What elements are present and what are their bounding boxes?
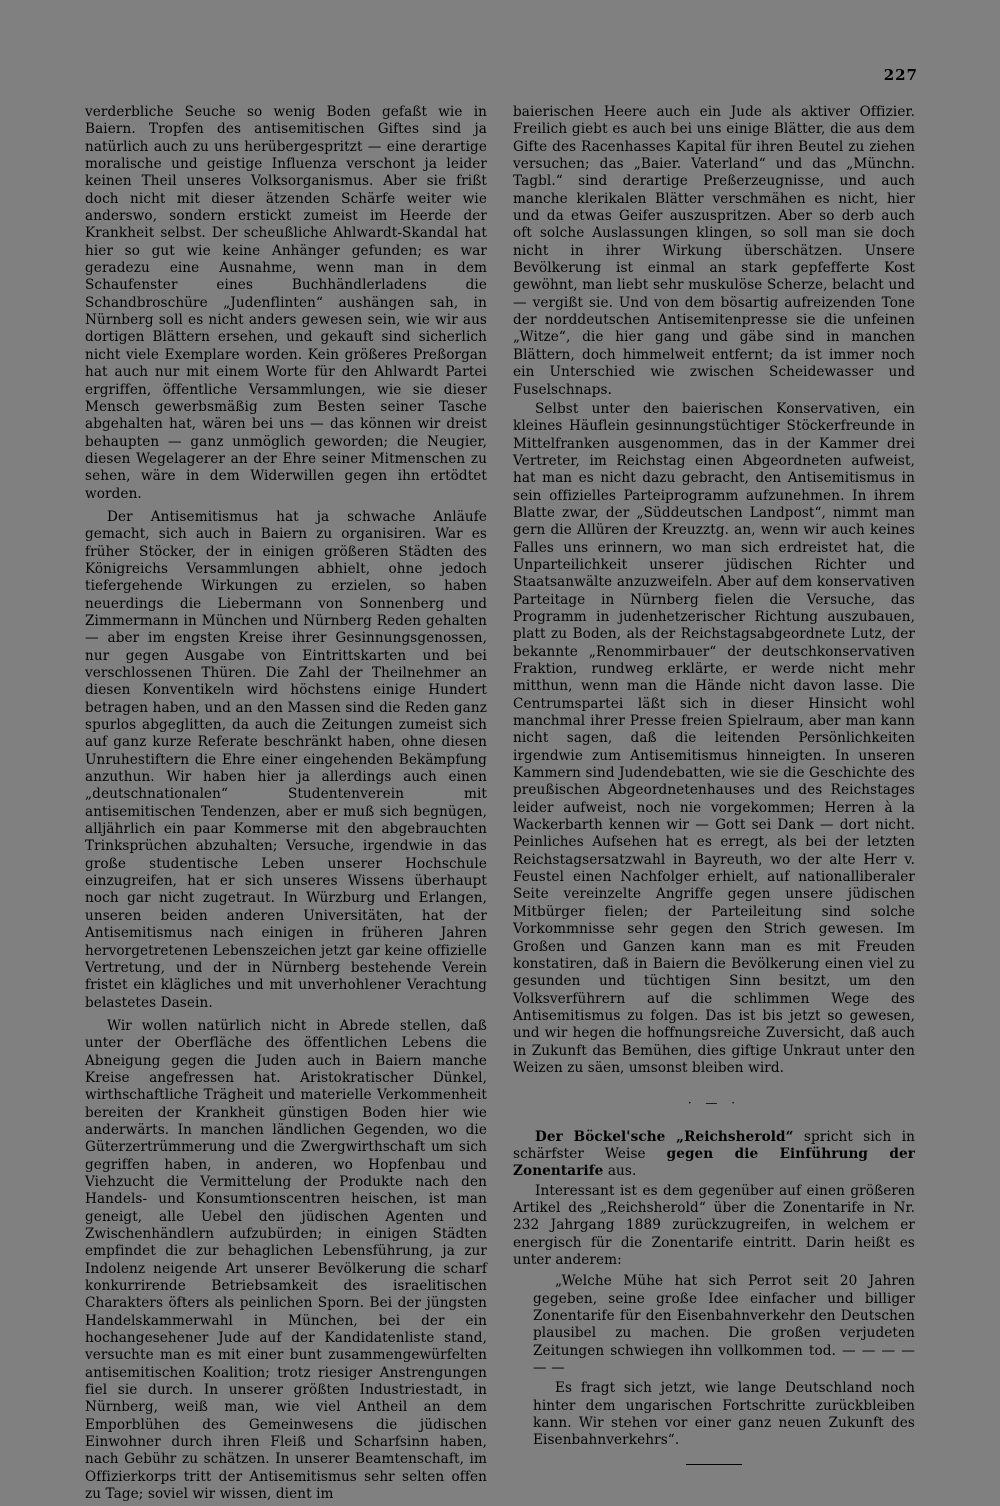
paragraph: verderbliche Seuche so wenig Boden gefaßt wie in Baiern. Tropfen des antisemitischen Giftes sind ja natürlich auch zu uns herübergespritzt — eine derartige moralische und geistige Influenza verschont ja leider keinen Theil unseres Volksorganismus. Aber sie frißt doch nicht mit dieser ätzenden Schärfe weiter wie anderswo, sondern erstickt zumeist im Heerde der Krankheit selbst. Der scheußliche Ahlwardt-Skandal hat hier so gut wie keine Anhänger gefunden; es war geradezu eine Ausnahme, wenn man in dem Schaufenster eines Buchhändlerladens die Schandbroschüre „Judenflinten“ aushängen sah, in Nürnberg soll es nicht anders gewesen sein, wie wir aus dortigen Blättern ersehen, und gekauft sind sicherlich nicht viele Exemplare worden. Kein größeres Preßorgan hat auch nur mit einem Worte für den Ahlwardt Partei ergriffen, öffentliche Versammlungen, wie sie dieser Mensch gewerbsmäßig zum Besten seiner Tasche abgehalten hat, wären bei uns — das können wir dreist behaupten — ganz unmöglich geworden; die Neugier, diesen Wegelagerer an der Ehre seiner Mitmenschen zu sehen, wäre in dem Widerwillen gegen ihn ertödtet worden. xyxy=(85,104,487,502)
quote-paragraph: „Welche Mühe hat sich Perrot seit 20 Jahren gegeben, seine große Idee einfacher und billiger Zonentarife für den Eisenbahnverkehr den Deutschen plausibel zu machen. Die großen verjudeten Zeitungen schwiegen ihn vollkommen tod. — — — — — — xyxy=(533,1273,915,1377)
right-column xyxy=(513,104,915,1465)
section-intro: Interessant ist es dem gegenüber auf einen größeren Artikel des „Reichsherold“ über die Zonentarife in Nr. 232 Jahrgang 1889 zurückzugreifen, in welchem er energisch für die Zonentarife eintritt. Darin heißt es unter anderem: xyxy=(513,1182,915,1268)
heading-text-2: aus. xyxy=(603,1163,637,1180)
heading-bold-2: gegen die Einführung der Zonentarife xyxy=(513,1145,915,1180)
left-column xyxy=(85,104,487,1506)
paragraph: Wir wollen natürlich nicht in Abrede stellen, daß unter der Oberfläche des öffentlichen Lebens die Abneigung gegen die Juden auch in Baiern manche Kreise angefressen hat. Aristokratischer Dünkel, wirthschaftliche Trägheit und materielle Verkommenheit bereiten der Krankheit günstigen Boden hier wie anderwärts. In manchen ländlichen Gegenden, wo die Güterzertrümmerung und die Zwergwirthschaft um sich gegriffen haben, in anderen, wo Hopfenbau und Viehzucht die Vermittelung der Produkte nach den Handels- und Konsumtionscentren heischen, ist man geneigt, alle Uebel den jüdischen Agenten und Zwischenhändlern aufzubürden; in einigen Städten empfindet die zur behaglichen Lebensführung, ja zur Indolenz neigende Art unserer Bevölkerung die scharf konkurrirende Betriebsamkeit des israelitischen Charakters öfters als peinlichen Sporn. Bei der jüngsten Handelskammerwahl in München, bei der ein hochangesehener Jude auf der Kandidatenliste stand, versuchte man es mit einer bunt zusammengewürfelten antisemitischen Koalition; trotz riesiger Anstrengungen fiel sie durch. In unserer größten Industriestadt, in Nürnberg, weiß man, wie viel Antheil an dem Emporblühen des Gemeinwesens die jüdischen Einwohner durch ihren Fleiß und Scharfsinn haben, nach Gebühr zu schätzen. In unserer Beamtenschaft, im Offizierkorps tritt der Antisemitismus sehr selten offen zu Tage; soviel wir wissen, dient im xyxy=(85,1017,487,1503)
paragraph: Der Antisemitismus hat ja schwache Anläufe gemacht, sich auch in Baiern zu organisiren. War es früher Stöcker, der in einigen größeren Städten des Königreichs Versammlungen abhielt, ohne jedoch tiefergehende Wirkungen zu erzielen, so haben neuerdings die Liebermann von Sonnenberg und Zimmermann in München und Nürnberg Reden gehalten — aber im engsten Kreise ihrer Gesinnungsgenossen, nur gegen Ausgabe von Eintrittskarten und bei verschlossenen Thüren. Die Zahl der Theilnehmer an diesen Konventikeln wird höchstens einige Hundert betragen haben, und an den Massen sind die Reden ganz spurlos abgeglitten, da auch die Zeitungen zumeist sich auf ganz kurze Referate beschränkt haben, ohne diesen Unruhestiftern die Ehre einer eingehenden Bekämpfung anzuthun. Wir haben hier ja allerdings auch einen „deutschnationalen“ Studentenverein mit antisemitischen Tendenzen, aber er muß sich begnügen, alljährlich ein paar Kommerse mit den abgebrauchten Trinksprüchen abzuhalten; Versuche, irgendwie in das große studentische Leben unserer Hochschule einzugreifen, hat er sich unseres Wissens überhaupt noch gar nicht zugetraut. In Würzburg und Erlangen, unseren beiden anderen Universitäten, hat der Antisemitismus nach einigen in früheren Jahren hervorgetretenen Lebenszeichen jetzt gar keine offizielle Vertretung, und der in Nürnberg bestehende Verein fristet ein klägliches und mit unverhohlener Verachtung belastetes Dasein. xyxy=(85,508,487,1011)
section-divider: · — · xyxy=(687,1096,741,1111)
page-number: 227 xyxy=(883,66,918,84)
section-heading xyxy=(513,1129,915,1181)
paragraph: Selbst unter den baierischen Konservativen, ein kleines Häuflein gesinnungstüchtiger Stöckerfreunde in Mittelfranken ausgenommen, das in der Kammer drei Vertreter, im Reichstag einen Abgeordneten aufweist, hat man es nicht dazu gebracht, den Antisemitismus in sein offizielles Parteiprogramm aufzunehmen. In ihrem Blatte zwar, der „Süddeutschen Landpost“, nimmt man gern die Allüren der Kreuzztg. an, wenn wir auch keines Falles uns erinnern, wo man sich erdreistet hat, die Unparteilichkeit unserer jüdischen Richter und Staatsanwälte anzuzweifeln. Aber auf dem konservativen Parteitage in Nürnberg fielen die Versuche, das Programm in judenhetzerischer Richtung auszubauen, platt zu Boden, als der Reichstagsabgeordnete Lutz, der bekannte „Renommirbauer“ der deutschkonservativen Fraktion, rundweg erklärte, er werde nicht mehr mitthun, wenn man die Hände nicht davon lasse. Die Centrumspartei läßt sich in dieser Hinsicht wohl manchmal ihrer Presse freien Spielraum, aber man kann nicht sagen, daß die leitenden Persönlichkeiten irgendwie zum Antisemitismus hinneigten. In unseren Kammern sind Judendebatten, wie sie die Geschichte des preußischen Abgeordnetenhauses und des Reichstages leider aufweist, noch nie vorgekommen; Herren à la Wackerbarth kennen wir — Gott sei Dank — dort nicht. Peinliches Aufsehen hat es erregt, als bei der letzten Reichstagsersatzwahl in Bayreuth, wo der alte Herr v. Feustel einen Nachfolger erhielt, auf nationalliberaler Seite vereinzelte Angriffe gegen unsere jüdischen Mitbürger fielen; der Parteileitung sind solche Vorkommnisse sehr gegen den Strich gewesen. Im Großen und Ganzen kann man es mit Freuden konstatiren, daß in Baiern die Bevölkerung einen viel zu gesunden und tüchtigen Sinn besitzt, um den Volksverführern auf die schlimmen Wege des Antisemitismus zu folgen. Das ist bis jetzt so gewesen, und wir hegen die hoffnungsreiche Zuversicht, daß auch in Zukunft das Bemühen, dies giftige Unkraut unter den Weizen zu säen, umsonst bleiben wird. xyxy=(513,400,915,1076)
paragraph: baierischen Heere auch ein Jude als aktiver Offizier. Freilich giebt es auch bei uns einige Blätter, die aus dem Gifte des Racenhasses Kapital für ihren Beutel zu ziehen versuchen; das „Baier. Vaterland“ und das „Münchn. Tagbl.“ sind derartige Preßerzeugnisse, und auch manche klerikalen Blätter verschmähen es nicht, hier und da etwas Geifer auszuspritzen. Aber so derb auch oft solche Auslassungen klingen, so soll man sie doch nicht in ihrer Wirkung überschätzen. Unsere Bevölkerung ist einmal an stark gepfefferte Kost gewöhnt, man liebt sehr muskulöse Scherze, belacht und — vergißt sie. Und von dem bösartig aufreizenden Tone der norddeutschen Antisemitenpresse sie die unfeinen „Witze“, die hier gang und gäbe sind in manchen Blättern, doch himmelweit entfernt; da ist immer noch ein Unterschied wie zwischen Scheidewasser und Fuselschnaps. xyxy=(513,104,915,398)
heading-text: spricht sich in schärfster Weise xyxy=(513,1128,915,1162)
heading-bold: Der Böckel'sche „Reichsherold“ xyxy=(535,1128,794,1145)
end-rule xyxy=(686,1464,742,1465)
quote-paragraph: Es fragt sich jetzt, wie lange Deutschland noch hinter dem ungarischen Fortschritte zurückbleiben kann. Wir stehen vor einer ganz neuen Zukunft des Eisenbahnverkehrs“. xyxy=(533,1380,915,1449)
quotation xyxy=(533,1273,915,1449)
